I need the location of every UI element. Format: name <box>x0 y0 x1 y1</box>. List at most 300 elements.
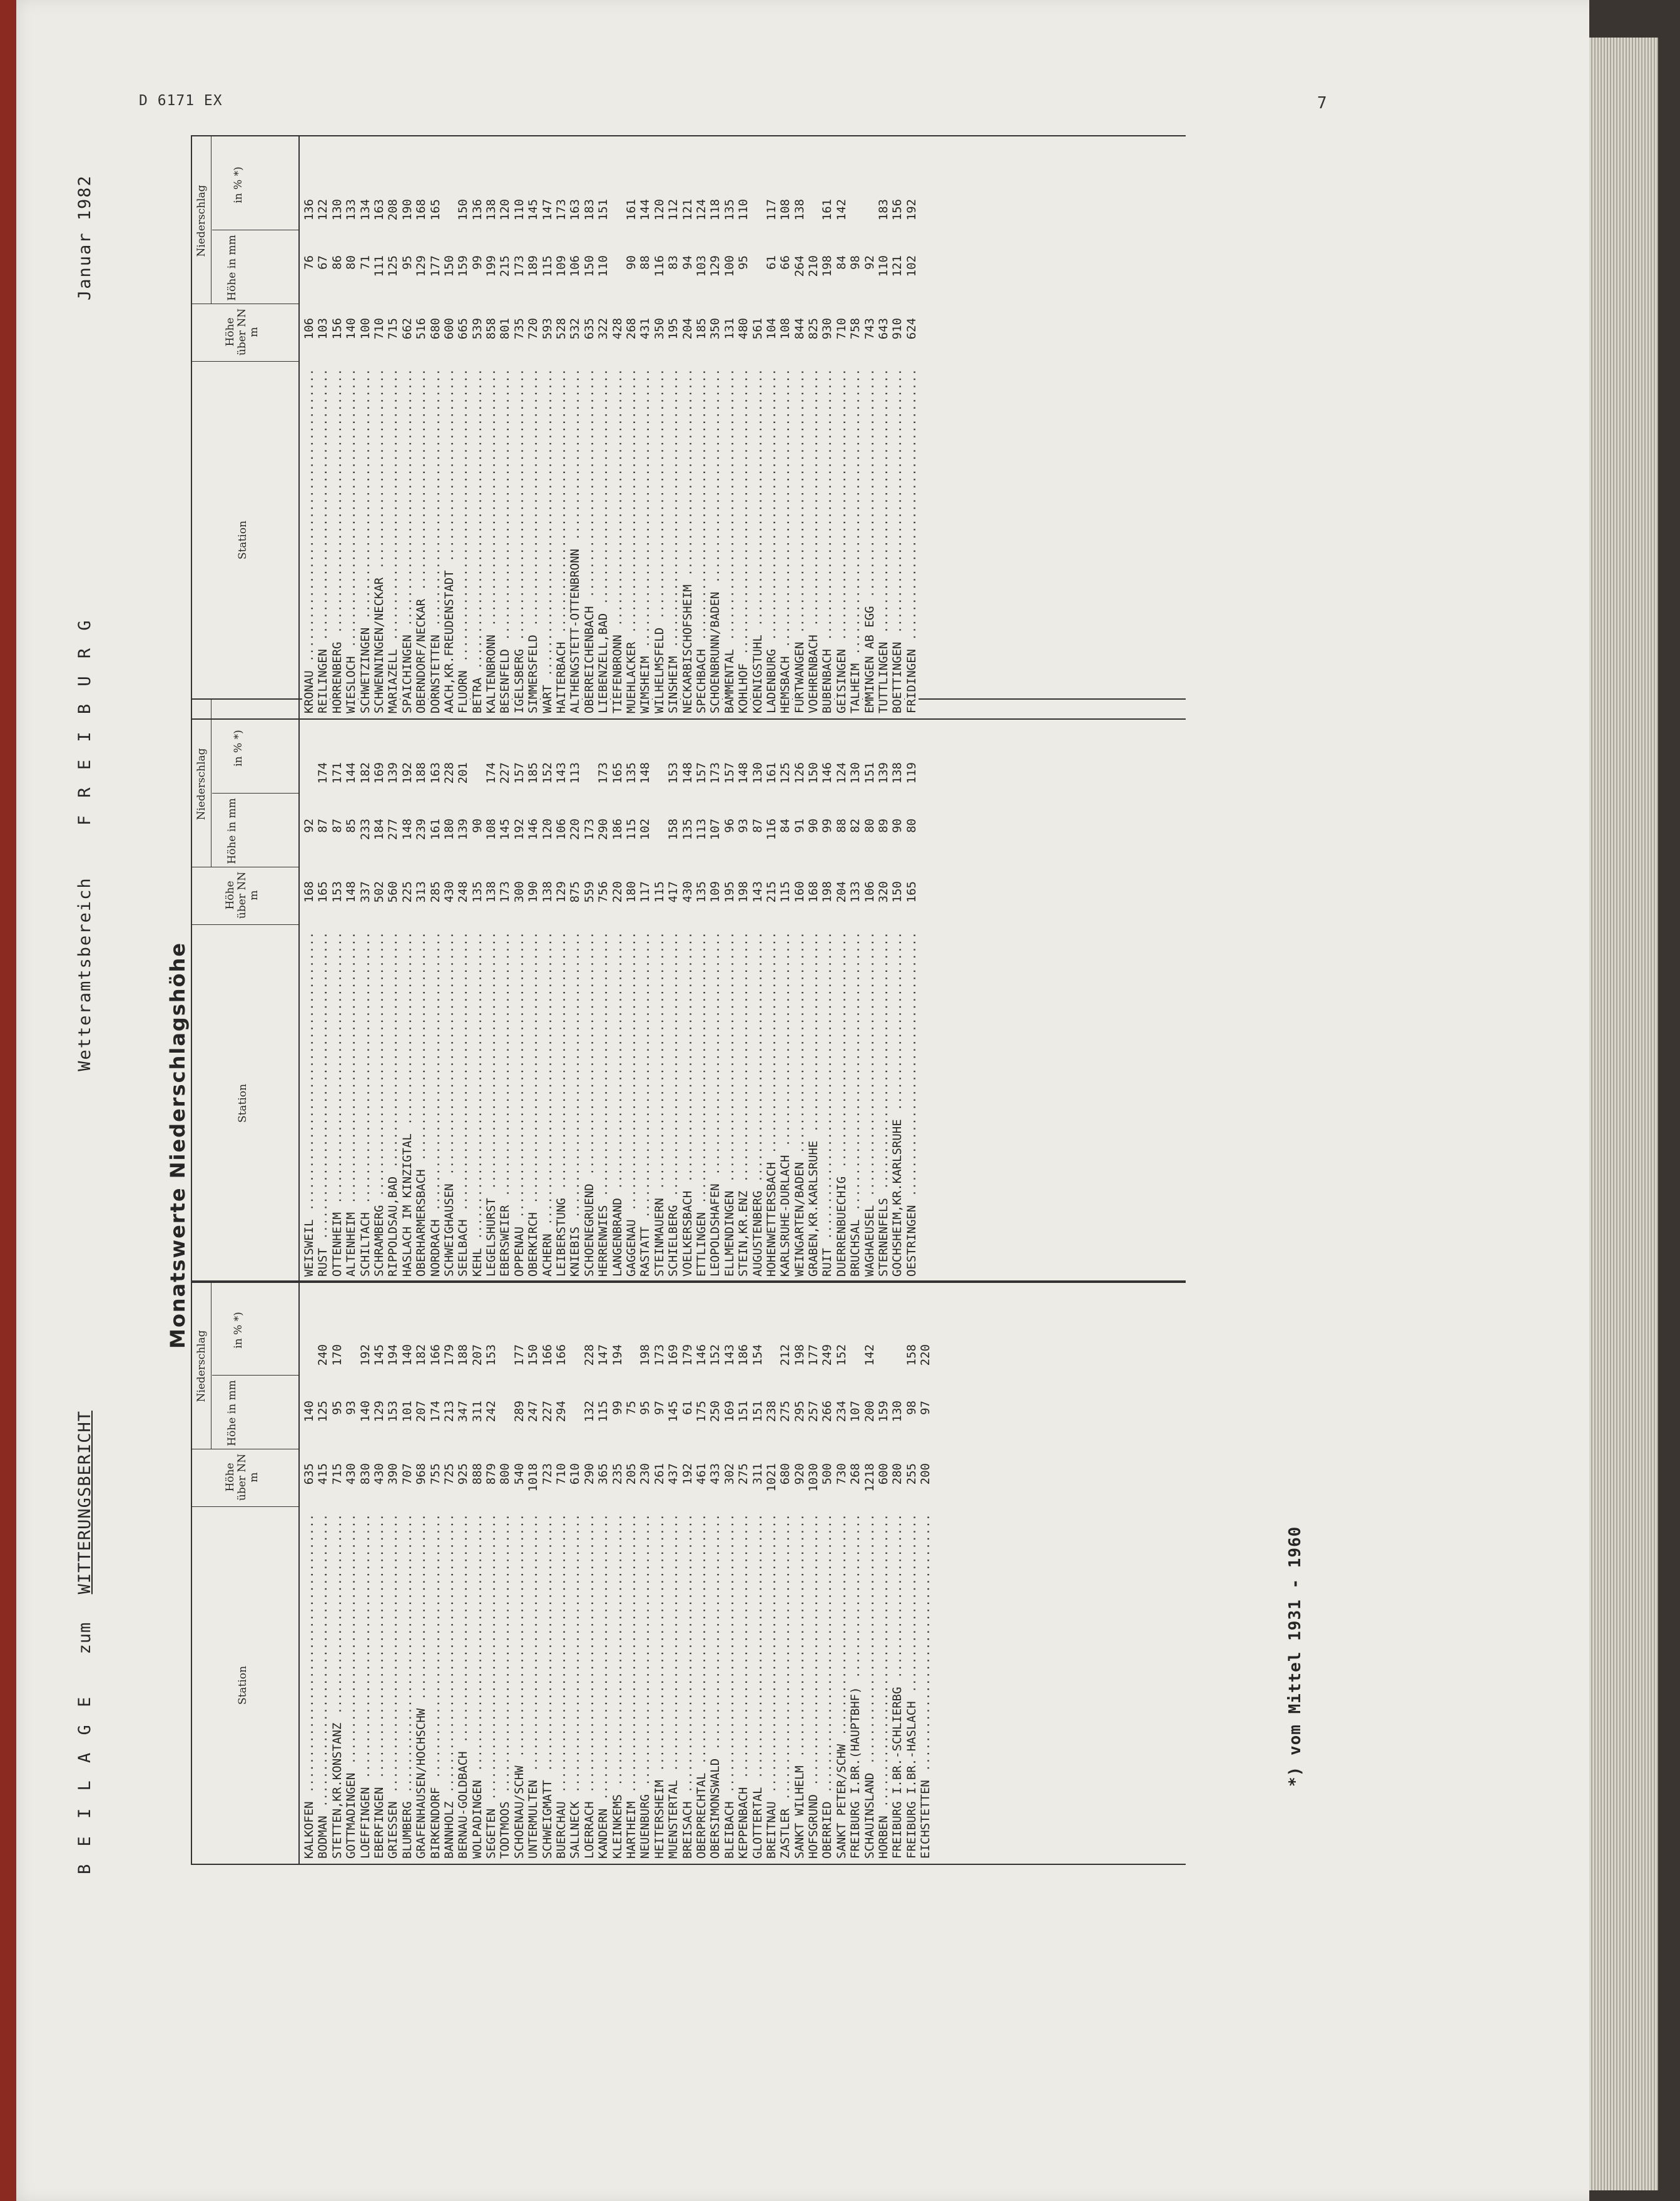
elevation-value: 350 <box>653 318 666 368</box>
station-label: FREIBURG I.BR.-HASLACH <box>904 1701 919 1859</box>
precip-mm-value: 250 <box>708 1401 723 1422</box>
precip-mm-value: 99 <box>820 819 835 833</box>
table-row <box>751 136 765 718</box>
precip-mm-value: 61 <box>764 255 778 270</box>
header-pct: in % *) <box>232 166 245 203</box>
table-row <box>793 136 807 718</box>
elevation-value: 337 <box>359 881 372 931</box>
elevation-value: 138 <box>484 881 498 931</box>
elevation-value: 430 <box>372 1463 386 1513</box>
precip-pct-value: 152 <box>834 1344 848 1366</box>
table-row <box>344 1282 358 1864</box>
precip-pct-value: 124 <box>694 199 708 221</box>
table-row <box>498 1282 512 1864</box>
station-label: BIRKENDORF <box>428 1787 442 1859</box>
station-label: KOENIGSTUHL <box>750 635 765 713</box>
station-label: BANNHOLZ <box>442 1801 456 1859</box>
precip-mm-value: 80 <box>904 819 919 833</box>
table-row <box>638 700 652 1282</box>
precip-pct-value: 173 <box>596 762 611 784</box>
elevation-value: 500 <box>820 1463 834 1513</box>
station-label: WIESLOCH <box>344 656 359 713</box>
station-label: FREIBURG I.BR.-SCHLIERBG <box>890 1687 905 1859</box>
station-label: KALTENBRONN <box>484 635 499 713</box>
station-name <box>695 363 708 713</box>
table-row <box>302 136 316 718</box>
precip-pct-value: 228 <box>582 1344 596 1366</box>
table-row <box>429 1282 442 1864</box>
station-label: HEITERSHEIM <box>652 1780 666 1859</box>
station-name <box>638 1508 652 1859</box>
station-name <box>877 363 890 713</box>
station-label: SEELBACH <box>456 1219 471 1277</box>
station-label: MUEHLACKER <box>624 641 638 713</box>
elevation-value: 430 <box>681 881 695 931</box>
station-name <box>695 1508 708 1859</box>
precip-pct-value: 154 <box>750 1344 765 1366</box>
table-row <box>835 700 848 1282</box>
table-row <box>820 700 834 1282</box>
elevation-value: 275 <box>736 1463 750 1513</box>
elevation-value: 528 <box>554 318 568 368</box>
station-label: BUBENBACH <box>820 649 835 713</box>
station-name <box>471 926 484 1277</box>
station-name <box>666 363 680 713</box>
station-label: BUERCHAU <box>554 1801 569 1859</box>
precip-pct-value: 152 <box>708 1344 723 1366</box>
elevation-value: 680 <box>429 318 442 368</box>
table-row <box>793 700 807 1282</box>
precip-pct-value: 179 <box>680 1344 695 1366</box>
precip-pct-value: 183 <box>582 199 596 221</box>
precip-mm-value: 189 <box>526 255 541 277</box>
precip-mm-value: 177 <box>428 255 442 277</box>
station-label: NORDRACH <box>428 1219 442 1277</box>
station-label: OESTRINGEN <box>904 1205 919 1277</box>
station-label: HERRENWIES <box>596 1205 611 1277</box>
station-label: BODMAN <box>316 1815 330 1859</box>
station-name <box>890 363 904 713</box>
precip-pct-value: 185 <box>526 762 541 784</box>
station-label: WEISWEIL <box>302 1219 316 1277</box>
station-name <box>611 1508 624 1859</box>
precip-mm-value: 150 <box>442 255 456 277</box>
table-row <box>807 700 820 1282</box>
elevation-value: 140 <box>344 318 358 368</box>
elevation-value: 156 <box>330 318 344 368</box>
station-label: GRAFENHAUSEN/HOCHSCHW <box>414 1708 429 1859</box>
station-label: SCHOENEGRUEND <box>582 1183 596 1277</box>
station-name <box>751 926 765 1277</box>
station-label: GOTTMADINGEN <box>344 1772 359 1859</box>
station-name <box>848 1508 862 1859</box>
precip-mm-value: 95 <box>330 1401 344 1415</box>
table-row <box>568 1282 582 1864</box>
station-label: VOEHRENBACH <box>807 635 821 713</box>
station-name <box>484 926 498 1277</box>
precip-pct-value: 186 <box>736 1344 751 1366</box>
station-label: HASLACH IM KINZIGTAL <box>400 1133 414 1277</box>
precip-pct-value: 166 <box>540 1344 554 1366</box>
elevation-value: 635 <box>583 318 596 368</box>
station-label: KANDERN <box>596 1808 611 1859</box>
elevation-value: 248 <box>456 881 470 931</box>
station-name <box>429 363 442 713</box>
elevation-value: 879 <box>484 1463 498 1513</box>
precip-mm-value: 234 <box>834 1401 848 1422</box>
station-label: EMMINGEN AB EGG <box>862 606 877 713</box>
beilage-title: B E I L A G E <box>75 1693 94 1874</box>
table-row <box>666 1282 680 1864</box>
table-row <box>484 700 498 1282</box>
precip-mm-value: 215 <box>498 255 512 277</box>
precip-mm-value: 107 <box>708 819 723 840</box>
station-name <box>302 926 316 1277</box>
precip-pct-value: 249 <box>820 1344 835 1366</box>
precip-pct-value: 145 <box>526 199 541 221</box>
station-label: MARIAZELL <box>386 649 400 713</box>
station-label: LEOPOLDSHAFEN <box>708 1183 723 1277</box>
header-station: Station <box>237 1083 249 1123</box>
station-name <box>778 1508 792 1859</box>
table-row <box>512 136 526 718</box>
precip-mm-value: 290 <box>596 819 611 840</box>
precip-mm-value: 82 <box>848 819 863 833</box>
table-row <box>471 700 484 1282</box>
station-name <box>807 363 820 713</box>
station-name <box>568 363 582 713</box>
table-row <box>456 1282 470 1864</box>
station-name <box>386 926 400 1277</box>
table-row <box>751 1282 765 1864</box>
elevation-value: 285 <box>429 881 442 931</box>
station-name <box>765 926 778 1277</box>
table-row <box>414 1282 428 1864</box>
station-label: SCHRAMBERG <box>372 1205 386 1277</box>
station-label: KOHLHOF <box>736 663 751 713</box>
precip-pct-value: 171 <box>330 762 344 784</box>
station-label: TIEFENBRONN <box>610 635 624 713</box>
elevation-value: 415 <box>316 1463 330 1513</box>
table-row <box>793 1282 807 1864</box>
table-row <box>484 136 498 718</box>
precip-mm-value: 88 <box>638 255 653 270</box>
precip-mm-value: 277 <box>386 819 400 840</box>
precip-mm-value: 108 <box>484 819 499 840</box>
precip-pct-value: 194 <box>386 1344 400 1366</box>
precip-pct-value: 173 <box>708 762 723 784</box>
elevation-value: 131 <box>723 318 736 368</box>
header-mm: Höhe in mm <box>226 1380 238 1446</box>
table-row <box>778 700 792 1282</box>
station-name <box>681 363 695 713</box>
station-label: SCHWENNINGEN/NECKAR <box>372 577 386 713</box>
station-label: SEGETEN <box>484 1808 499 1859</box>
precip-pct-value: 153 <box>484 1344 499 1366</box>
station-name <box>863 363 877 713</box>
station-name <box>708 363 722 713</box>
station-name <box>863 926 877 1277</box>
elevation-value: 930 <box>820 318 834 368</box>
station-name <box>414 926 428 1277</box>
precip-mm-value: 289 <box>512 1401 526 1422</box>
elevation-value: 100 <box>359 318 372 368</box>
elevation-value: 268 <box>848 1463 862 1513</box>
table-row <box>695 1282 708 1864</box>
precip-mm-value: 116 <box>652 255 666 277</box>
station-name <box>835 363 848 713</box>
precip-pct-value: 126 <box>792 762 807 784</box>
precip-mm-value: 90 <box>470 819 484 833</box>
table-row <box>638 1282 652 1864</box>
precip-mm-value: 151 <box>750 1401 765 1422</box>
station-label: KEHL <box>470 1248 484 1277</box>
elevation-value: 215 <box>765 881 778 931</box>
footnote: *) vom Mittel 1931 - 1960 <box>1286 1526 1305 1787</box>
station-label: WEINGARTEN/BADEN <box>792 1162 807 1277</box>
station-name <box>372 926 386 1277</box>
elevation-value: 135 <box>471 881 484 931</box>
precip-pct-value: 165 <box>428 199 442 221</box>
precip-pct-value: 135 <box>722 199 736 221</box>
table-row <box>498 136 512 718</box>
precip-mm-value: 88 <box>834 819 848 833</box>
station-name <box>877 926 890 1277</box>
station-label: SANKT PETER/SCHW <box>834 1744 848 1859</box>
station-table-3 <box>191 135 1186 720</box>
table-row <box>526 136 540 718</box>
station-name <box>316 1508 330 1859</box>
precip-pct-value: 146 <box>694 1344 708 1366</box>
table-row <box>919 1282 932 1864</box>
precip-mm-value: 102 <box>904 255 919 277</box>
precip-mm-value: 135 <box>680 819 695 840</box>
precip-pct-value: 174 <box>316 762 330 784</box>
precip-pct-value: 138 <box>484 199 499 221</box>
station-name <box>624 1508 638 1859</box>
precip-pct-value: 173 <box>652 1344 666 1366</box>
station-name <box>344 363 358 713</box>
header-station: Station <box>237 520 249 560</box>
precip-pct-value: 183 <box>877 199 891 221</box>
table-row <box>835 1282 848 1864</box>
station-table-1 <box>191 1280 1186 1865</box>
station-name <box>848 926 862 1277</box>
station-label: OTTENHEIM <box>330 1212 344 1277</box>
precip-pct-value: 153 <box>666 762 681 784</box>
station-label: SIMMERSFELD <box>526 635 541 713</box>
precip-pct-value: 188 <box>414 762 429 784</box>
elevation-value: 433 <box>708 1463 722 1513</box>
table-row <box>568 700 582 1282</box>
station-name <box>484 363 498 713</box>
elevation-value: 135 <box>695 881 708 931</box>
station-label: BLUMBERG <box>400 1801 414 1859</box>
precip-mm-value: 192 <box>512 819 526 840</box>
station-label: BOETTINGEN <box>890 641 905 713</box>
station-label: ETTLINGEN <box>694 1212 708 1277</box>
elevation-value: 117 <box>638 881 652 931</box>
station-label: OBERNDORF/NECKAR <box>414 598 429 713</box>
table-row <box>429 700 442 1282</box>
elevation-value: 968 <box>414 1463 428 1513</box>
station-name <box>736 363 750 713</box>
table-row <box>554 1282 568 1864</box>
table-row <box>526 1282 540 1864</box>
table-row <box>681 700 695 1282</box>
station-name <box>666 1508 680 1859</box>
station-name <box>372 363 386 713</box>
station-label: SCHWEIGMATT <box>540 1780 554 1859</box>
precip-mm-value: 129 <box>372 1401 386 1422</box>
station-name <box>541 1508 554 1859</box>
table-row <box>400 1282 414 1864</box>
table-row <box>512 1282 526 1864</box>
station-name <box>568 926 582 1277</box>
station-name <box>765 1508 778 1859</box>
station-name <box>372 1508 386 1859</box>
precip-pct-value: 124 <box>834 762 848 784</box>
elevation-value: 540 <box>512 1463 526 1513</box>
station-label: WIMSHEIM <box>638 656 653 713</box>
precip-pct-value: 165 <box>610 762 624 784</box>
table-row <box>344 700 358 1282</box>
station-name <box>653 363 666 713</box>
station-name <box>498 1508 512 1859</box>
elevation-value: 350 <box>708 318 722 368</box>
station-name <box>583 926 596 1277</box>
station-label: SCHAUINSLAND <box>862 1772 877 1859</box>
table-row <box>723 136 736 718</box>
station-label: BERNAU-GOLDBACH <box>456 1751 471 1859</box>
precip-mm-value: 116 <box>764 819 778 840</box>
elevation-value: 365 <box>596 1463 610 1513</box>
elevation-value: 920 <box>793 1463 807 1513</box>
precip-pct-value: 108 <box>778 199 793 221</box>
station-name <box>653 926 666 1277</box>
station-name <box>359 926 372 1277</box>
elevation-value: 561 <box>751 318 765 368</box>
elevation-value: 108 <box>778 318 792 368</box>
station-name <box>583 363 596 713</box>
table-row <box>568 136 582 718</box>
precip-pct-value: 220 <box>919 1344 933 1366</box>
elevation-value: 225 <box>400 881 414 931</box>
elevation-value: 322 <box>596 318 610 368</box>
precip-pct-value: 120 <box>652 199 666 221</box>
station-name <box>890 926 904 1277</box>
station-name <box>596 926 610 1277</box>
elevation-value: 461 <box>695 1463 708 1513</box>
elevation-value: 635 <box>302 1463 316 1513</box>
elevation-value: 430 <box>344 1463 358 1513</box>
precip-mm-value: 111 <box>372 255 386 277</box>
elevation-value: 725 <box>442 1463 456 1513</box>
table-row <box>471 136 484 718</box>
station-name <box>400 1508 414 1859</box>
precip-mm-value: 101 <box>400 1401 414 1422</box>
table-row <box>723 1282 736 1864</box>
precip-mm-value: 75 <box>624 1401 638 1415</box>
station-label: SCHIELBERG <box>666 1205 681 1277</box>
station-name <box>498 926 512 1277</box>
elevation-value: 710 <box>554 1463 568 1513</box>
precip-pct-value: 194 <box>610 1344 624 1366</box>
precip-mm-value: 264 <box>792 255 807 277</box>
precip-pct-value: 169 <box>372 762 386 784</box>
elevation-value: 844 <box>793 318 807 368</box>
station-label: FRIDINGEN <box>904 649 919 713</box>
table-row <box>624 700 638 1282</box>
elevation-value: 115 <box>653 881 666 931</box>
station-name <box>330 1508 344 1859</box>
station-label: GRIESSEN <box>386 1801 400 1859</box>
precip-pct-value: 148 <box>680 762 695 784</box>
station-name <box>568 1508 582 1859</box>
elevation-value: 300 <box>512 881 526 931</box>
station-label: FREIBURG I.BR.(HAUPTBHF) <box>848 1687 863 1859</box>
station-label: LOEFFINGEN <box>358 1787 372 1859</box>
station-label: SALLNECK <box>568 1801 583 1859</box>
station-table-2 <box>191 698 1186 1283</box>
precip-pct-value: 168 <box>414 199 429 221</box>
precip-mm-value: 146 <box>526 819 541 840</box>
station-label: LIEBENZELL,BAD <box>596 613 611 713</box>
station-name <box>554 1508 568 1859</box>
table-row <box>736 136 750 718</box>
elevation-value: 104 <box>765 318 778 368</box>
station-name <box>638 926 652 1277</box>
precip-pct-value: 136 <box>470 199 484 221</box>
precip-mm-value: 93 <box>344 1401 359 1415</box>
precip-mm-value: 295 <box>792 1401 807 1422</box>
precip-mm-value: 210 <box>807 255 821 277</box>
elevation-value: 195 <box>723 881 736 931</box>
precip-mm-value: 186 <box>610 819 624 840</box>
station-name <box>890 1508 904 1859</box>
rotated-content <box>75 135 1377 1874</box>
precip-mm-value: 169 <box>722 1401 736 1422</box>
precip-mm-value: 227 <box>540 1401 554 1422</box>
precip-mm-value: 239 <box>414 819 429 840</box>
station-label: BREISACH <box>680 1801 695 1859</box>
station-label: EBERFINGEN <box>372 1787 386 1859</box>
precip-pct-value: 118 <box>708 199 723 221</box>
station-name <box>554 926 568 1277</box>
station-name <box>344 1508 358 1859</box>
elevation-value: 430 <box>442 881 456 931</box>
precip-pct-value: 143 <box>554 762 569 784</box>
elevation-value: 165 <box>316 881 330 931</box>
station-name <box>386 363 400 713</box>
table-row <box>302 1282 316 1864</box>
precip-pct-value: 142 <box>834 199 848 221</box>
elevation-value: 643 <box>877 318 890 368</box>
station-label: LANGENBRAND <box>610 1198 624 1277</box>
precip-mm-value: 76 <box>302 255 316 270</box>
elevation-value: 190 <box>526 881 540 931</box>
precip-pct-value: 161 <box>764 762 778 784</box>
station-label: TALHEIM <box>848 663 863 713</box>
station-name <box>302 1508 316 1859</box>
precip-mm-value: 87 <box>330 819 344 833</box>
elevation-value: 204 <box>835 881 848 931</box>
table-row <box>877 700 890 1282</box>
station-label: SPECHBACH <box>694 649 708 713</box>
precip-mm-value: 159 <box>877 1401 891 1422</box>
table-row <box>442 136 456 718</box>
elevation-value: 109 <box>708 881 722 931</box>
